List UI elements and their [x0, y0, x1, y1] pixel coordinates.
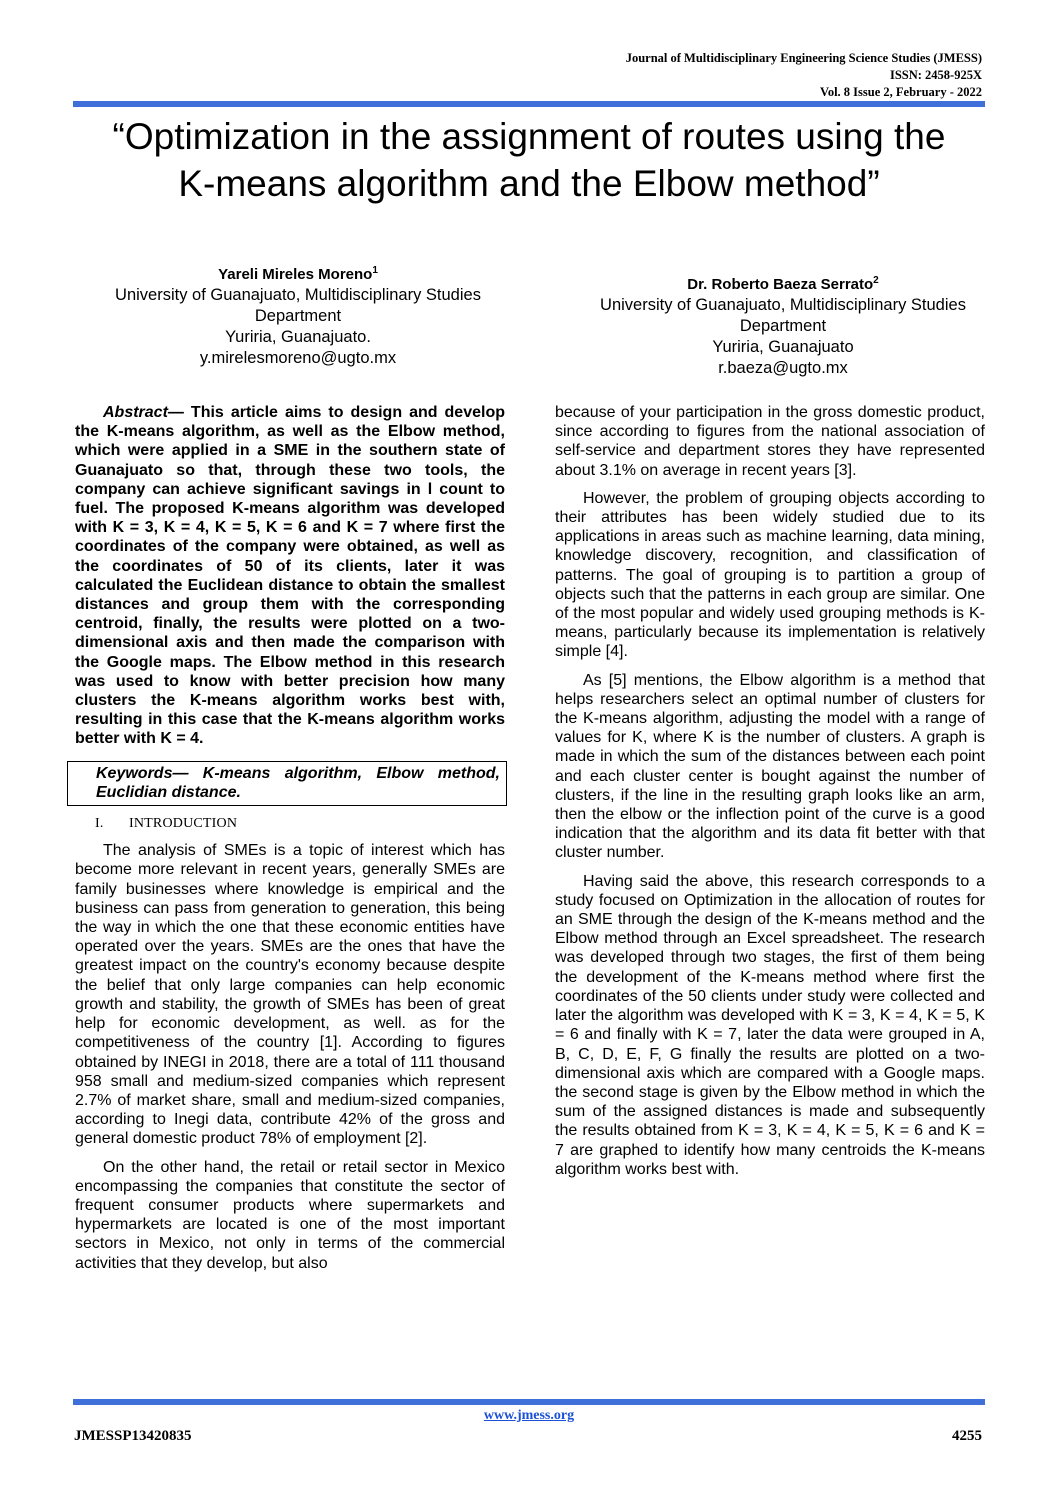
- paragraph: However, the problem of grouping objects according to their attributes has been widely studied due to its applications in areas such as machine learning, data mining, knowledge discovery, recognition, and classification of patterns. The goal of grouping is to partition a group of objects such that the patterns in each group are similar. One of the most popular and widely used grouping methods is K-means, particularly because its implementation is relatively simple [4].: [555, 489, 985, 661]
- journal-volume: Vol. 8 Issue 2, February - 2022: [819, 85, 982, 99]
- paragraph: On the other hand, the retail or retail sector in Mexico encompassing the companies that constitute the sector of frequent consumer products where supermarkets and hypermarkets are located is one of the most important sectors in Mexico, not only in terms of the commercial activities that they develop, but also: [75, 1158, 505, 1272]
- author-affiliation: University of Guanajuato, Multidisciplinary Studies: [115, 286, 481, 304]
- header-rule: [73, 101, 985, 107]
- author-email: r.baeza@ugto.mx: [718, 359, 848, 377]
- author-location: Yuriria, Guanajuato: [712, 338, 854, 356]
- left-column: [75, 403, 505, 1282]
- paper-title: “Optimization in the assignment of routes using the K-means algorithm and the Elbow method”: [112, 116, 946, 204]
- author-email: y.mirelesmoreno@ugto.mx: [199, 349, 397, 367]
- journal-issn: ISSN: 2458-925X: [889, 68, 982, 82]
- page-number: 4255: [952, 1428, 982, 1444]
- author-block-1: [80, 260, 516, 369]
- paragraph: The analysis of SMEs is a topic of interest which has become more relevant in recent years, generally SMEs are family businesses where knowledge is empirical and the business can pass from generation to generation, this being the way in which the one that these economic entities have operated over the years. SMEs are the ones that have the greatest impact on the country's economy because despite the belief that only large companies can help economic growth and stability, the growth of SMEs has been of great help for economic development, as well. as for the competitiveness of the country [1]. According to figures obtained by INEGI in 2018, there are a total of 111 thousand 958 small and medium-sized companies which represent 2.7% of market share, small and medium-sized companies, according to Inegi data, contribute 42% of the gross and general domestic product 78% of employment [2].: [75, 842, 505, 1148]
- abstract: Abstract— This article aims to design and develop the K-means algorithm, as well as the Elbow method, which were applied in a SME in the southern state of Guanajuato so that, through these two tools, the company can achieve significant savings in l count to fuel. The proposed K-means algorithm was developed with K = 3, K = 4, K = 5, K = 6 and K = 7 where first the coordinates of the company were obtained, as well as the coordinates of 50 of its clients, later it was calculated the Euclidean distance to obtain the smallest distances and group them with the corresponding centroid, finally, the results were plotted on a two-dimensional axis and then made the comparison with the Google maps. The Elbow method in this research was used to know with better precision how many clusters the K-means algorithm works best with, resulting in this case that the K-means algorithm works better with K = 4.: [75, 404, 505, 748]
- author-department: Department: [739, 317, 827, 335]
- author-name: Dr. Roberto Baeza Serrato$^2$: [687, 275, 879, 293]
- paper-id: JMESSP13420835: [74, 1428, 192, 1444]
- keywords-box: Keywords— K-means algorithm, Elbow method, Euclidian distance.: [67, 761, 507, 806]
- author-department: Department: [254, 307, 342, 325]
- journal-name: Journal of Multidisciplinary Engineering Science Studies (JMESS): [625, 51, 982, 65]
- journal-header: [626, 50, 982, 101]
- author-affiliation: University of Guanajuato, Multidisciplinary Studies: [600, 296, 966, 314]
- section-heading: I. INTRODUCTION: [95, 816, 238, 832]
- author-name: Yareli Mireles Moreno$^1$: [218, 265, 378, 283]
- website-link[interactable]: www.jmess.org: [483, 1408, 575, 1423]
- footer-rule: [73, 1399, 985, 1405]
- right-column: [555, 403, 985, 1188]
- paragraph: because of your participation in the gross domestic product, since according to figures from the national association of self-service and department stores they have represented about 3.1% on average in recent years [3].: [555, 404, 985, 479]
- paragraph: Having said the above, this research corresponds to a study focused on Optimization in the allocation of routes for an SME through the design of the K-means method and the Elbow method through an Excel spreadsheet. The research was developed through two stages, the first of them being the development of the K-means method where first the coordinates of the 50 clients under study were collected and later the algorithm was developed with K = 3, K = 4, K = 5, K = 6 and finally with K = 7, later the data were grouped in A, B, C, D, E, F, G finally the results are plotted on a two-dimensional axis which are compared with a Google maps. the second stage is given by the Elbow method in which the sum of the assigned distances is made and subsequently the results obtained from K = 3, K = 4, K = 5, K = 6 and K = 7 are graphed to identify how many centroids the K-means algorithm works best with.: [555, 872, 985, 1178]
- author-location: Yuriria, Guanajuato.: [225, 328, 371, 346]
- paragraph: As [5] mentions, the Elbow algorithm is a method that helps researchers select an optimal number of clusters for the K-means algorithm, adjusting the model with a range of values for K, where K is the number of clusters. A graph is made in which the sum of the distances between each point and each cluster center is bought against the number of clusters, if the line in the resulting graph looks like an arm, then the elbow or the inflection point of the curve is a good indication that the algorithm and its data fit better with that cluster number.: [555, 671, 985, 862]
- author-block-2: [560, 270, 1006, 379]
